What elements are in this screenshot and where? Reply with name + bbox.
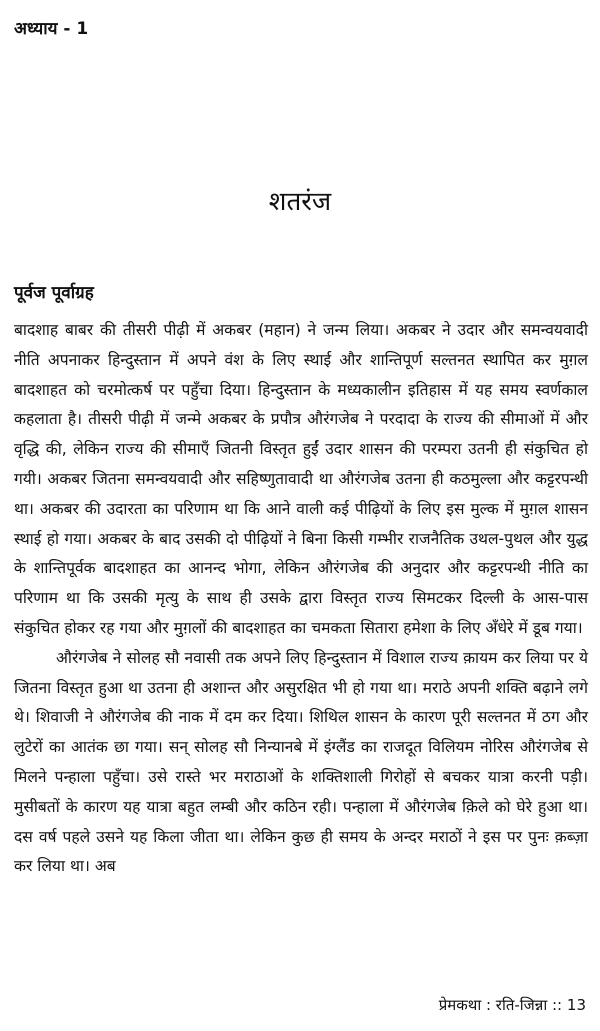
- page-number: 13: [566, 996, 586, 1014]
- paragraph-1: बादशाह बाबर की तीसरी पीढ़ी में अकबर (महान) ने जन्म लिया। अकबर ने उदार और समन्वयवादी नीति अपनाकर हिन्दुस्तान में अपने वंश के लिए स्थाई और शान्तिपूर्ण सल्तनत स्थापित कर मुग़ल बादशाहत को चरमोत्कर्ष पर पहुँचा दिया। हिन्दुस्तान के मध्यकालीन इतिहास में यह समय स्वर्णकाल कहलाता है। तीसरी पीढ़ी में जन्मे अकबर के प्रपौत्र औरंगजेब ने परदादा के राज्य की सीमाओं में और वृद्धि की, लेकिन राज्य की सीमाएँ जितनी विस्तृत हुईं उदार शासन की परम्परा उतनी ही संकुचित हो गयी। अकबर जितना समन्वयवादी और सहिष्णुतावादी था औरंगजेब उतना ही कठमुल्ला और कट्टरपन्थी था। अकबर की उदारता का परिणाम था कि आने वाली कई पीढ़ियों के लिए इस मुल्क में मुग़ल शासन स्थाई हो गया। अकबर के बाद उसकी दो पीढ़ियों ने बिना किसी गम्भीर राजनैतिक उथल-पुथल और युद्ध के शान्तिपूर्वक बादशाहत का आनन्द भोगा, लेकिन औरंगजेब की अनुदार और कट्टरपन्थी नीति का परिणाम था कि उसकी मृत्यु के साथ ही उसके द्वारा विस्तृत राज्य सिमटकर दिल्ली के आस-पास संकुचित होकर रह गया और मुग़लों की बादशाहत का चमकता सितारा हमेशा के लिए अँधेरे में डूब गया।: [14, 321, 588, 637]
- chapter-label: अध्याय - 1: [14, 19, 89, 39]
- section-heading: पूर्वज पूर्वाग्रह: [14, 283, 94, 303]
- page-footer: [439, 995, 586, 1015]
- chapter-title: शतरंज: [268, 187, 332, 217]
- running-title: प्रेमकथा : रति-जिन्ना ::: [438, 996, 563, 1014]
- paragraph-2: औरंगजेब ने सोलह सौ नवासी तक अपने लिए हिन्दुस्तान में विशाल राज्य क़ायम कर लिया पर ये जितना विस्तृत हुआ था उतना ही अशान्त और असुरक्षित भी हो गया था। मराठे अपनी शक्ति बढ़ाने लगे थे। शिवाजी ने औरंगजेब की नाक में दम कर दिया। शिथिल शासन के कारण पूरी सल्तनत में ठग और लुटेरों का आतंक छा गया। सन् सोलह सौ निन्यानबे में इंग्लैंड का राजदूत विलियम नोरिस औरंगजेब से मिलने पन्हाला पहुँचा। उसे रास्ते भर मराठाओं के शक्तिशाली गिरोहों से बचकर यात्रा करनी पड़ी। मुसीबतों के कारण यह यात्रा बहुत लम्बी और कठिन रही। पन्हाला में औरंगजेब क़िले को घेरे हुआ था। दस वर्ष पहले उसने यह किला जीता था। लेकिन कुछ ही समय के अन्दर मराठों ने इस पर पुनः क़ब्ज़ा कर लिया था। अब: [14, 648, 588, 876]
- body-text: [14, 316, 588, 882]
